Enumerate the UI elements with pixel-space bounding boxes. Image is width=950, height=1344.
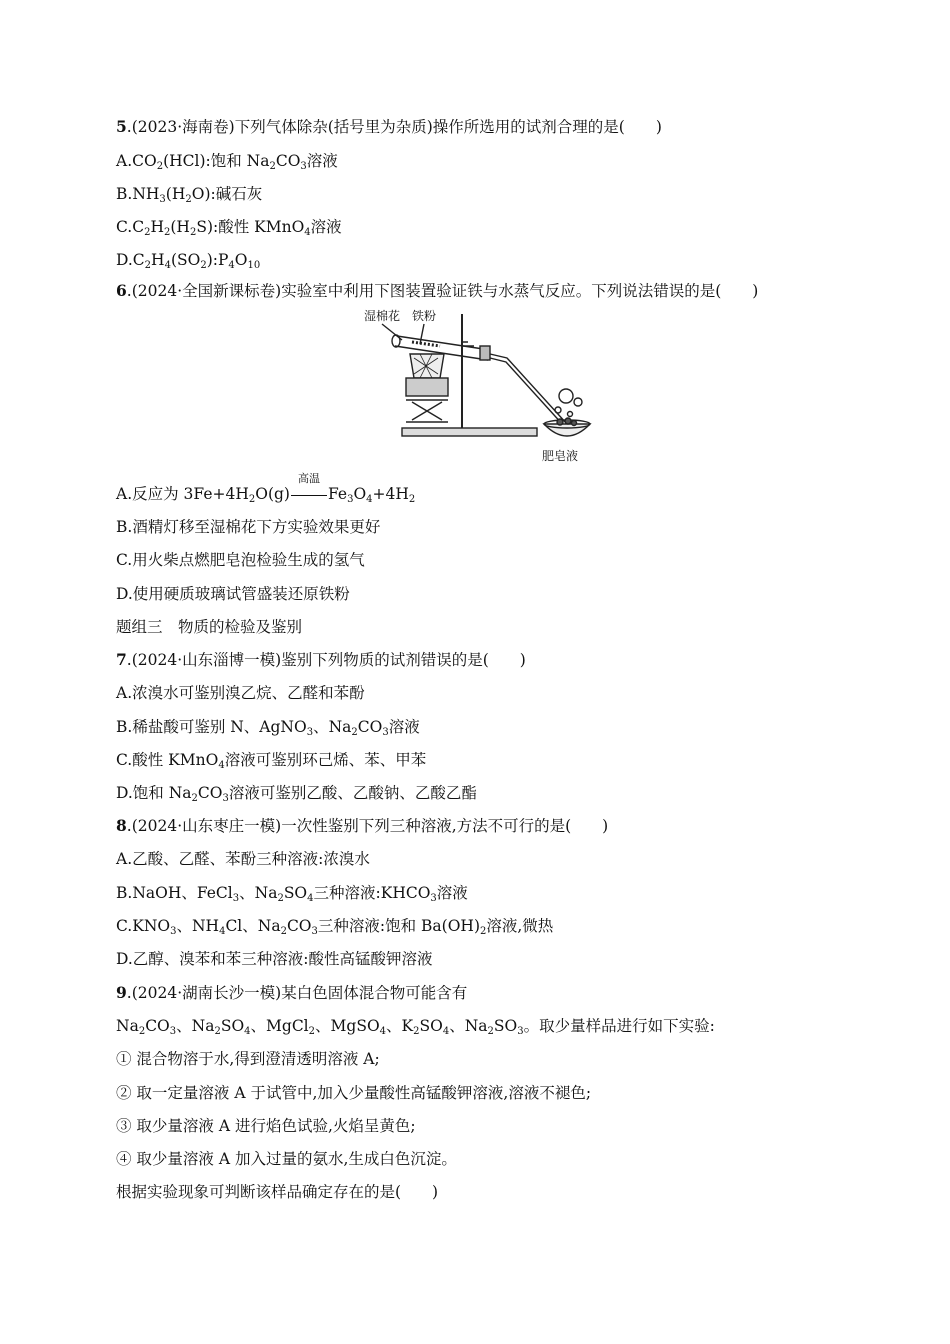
q8-option-c: $C.KNO_3$、$NH_4Cl$、$Na_2CO_3$三种溶液:饱和 $Ba(OH)_2$溶液,微热 (116, 917, 554, 937)
stand-base (402, 428, 537, 436)
iron-steam-apparatus-figure (362, 306, 602, 466)
soap-bubble (565, 418, 571, 424)
q9-compounds: $Na_2CO_3$、$Na_2SO_4$、MgCl$_2$、MgSO$_4$、$K_2SO_4$、$Na_2SO_3$。取少量样品进行如下实验: (116, 1017, 715, 1037)
q7-stem: 7.(2024·山东淄博一模)鉴别下列物质的试剂错误的是( ) (116, 650, 526, 669)
q7-option-d: D.饱和 $Na_2CO_3$溶液可鉴别乙酸、乙酸钠、乙酸乙酯 (116, 784, 477, 804)
q6-stem: 6.(2024·全国新课标卷)实验室中利用下图装置验证铁与水蒸气反应。下列说法错误的是( ) (116, 281, 759, 300)
q5-option-c: $C.C_2H_2(H_2S)$:酸性 KMnO$_4$溶液 (116, 218, 342, 238)
soap-bubble (557, 419, 563, 425)
rising-bubble (555, 407, 561, 413)
q7-option-b: B.稀盐酸可鉴别 N、AgNO$_3$、$Na_2CO_3$溶液 (116, 718, 420, 738)
group-heading: 题组三 物质的检验及鉴别 (116, 618, 303, 636)
q5-stem: 5.(2023·海南卷)下列气体除杂(括号里为杂质)操作所选用的试剂合理的是( ) (116, 117, 662, 136)
lamp-chimney (410, 354, 444, 378)
q8-option-a: A.乙酸、乙醛、苯酚三种溶液:浓溴水 (116, 850, 370, 868)
rubber-stopper (480, 346, 490, 360)
alcohol-lamp (406, 378, 448, 396)
rising-bubble (559, 389, 573, 403)
rising-bubble (568, 412, 573, 417)
rising-bubble (574, 398, 582, 406)
q6-option-a: A.反应为 $3Fe+4H_2O(g)$ 高温 $Fe_3O_4+4H_2$ (116, 472, 416, 505)
q5-option-d: $D.C_2H_4(SO_2):P_4O_{10}$ (116, 251, 261, 271)
q8-stem: 8.(2024·山东枣庄一模)一次性鉴别下列三种溶液,方法不可行的是( ) (116, 816, 609, 835)
q7-option-a: A.浓溴水可鉴别溴乙烷、乙醛和苯酚 (116, 684, 365, 702)
q9-final-question: 根据实验现象可判断该样品确定存在的是( ) (116, 1183, 439, 1201)
evaporating-dish (544, 424, 590, 436)
q6-option-d: D.使用硬质玻璃试管盛装还原铁粉 (116, 585, 350, 603)
label-soap: 肥皂液 (542, 449, 579, 463)
reaction-condition: 高温 (290, 484, 328, 504)
q9-step-3: ③ 取少量溶液 A 进行焰色试验,火焰呈黄色; (116, 1117, 416, 1135)
q9-step-2: ② 取一定量溶液 A 于试管中,加入少量酸性高锰酸钾溶液,溶液不褪色; (116, 1084, 592, 1102)
q8-option-b: B.NaOH、FeCl$_3$、$Na_2SO_4$三种溶液$:KHCO_3$溶液 (116, 884, 468, 904)
soap-bubble (572, 421, 577, 426)
iron-leader-line (420, 324, 424, 344)
q9-stem: 9.(2024·湖南长沙一模)某白色固体混合物可能含有 (116, 983, 468, 1002)
q8-option-d: D.乙醇、溴苯和苯三种溶液:酸性高锰酸钾溶液 (116, 950, 433, 968)
delivery-tube (490, 354, 567, 426)
q9-step-1: ① 混合物溶于水,得到澄清透明溶液 A; (116, 1050, 380, 1068)
q9-step-4: ④ 取少量溶液 A 加入过量的氨水,生成白色沉淀。 (116, 1150, 457, 1168)
q5-option-a: $A.CO_2(HCl)$:饱和 $Na_2CO_3$溶液 (116, 152, 338, 172)
q5-option-b: $B.NH_3(H_2O)$:碱石灰 (116, 185, 263, 205)
lab-jack (406, 400, 448, 422)
q7-option-c: C.酸性 KMnO$_4$溶液可鉴别环己烯、苯、甲苯 (116, 751, 427, 771)
q6-option-b: B.酒精灯移至湿棉花下方实验效果更好 (116, 518, 381, 536)
label-iron: 铁粉 (412, 309, 437, 323)
q6-option-c: C.用火柴点燃肥皂泡检验生成的氢气 (116, 551, 365, 569)
iron-powder (412, 342, 440, 346)
tube-end (392, 335, 400, 347)
label-cotton: 湿棉花 (364, 309, 401, 323)
